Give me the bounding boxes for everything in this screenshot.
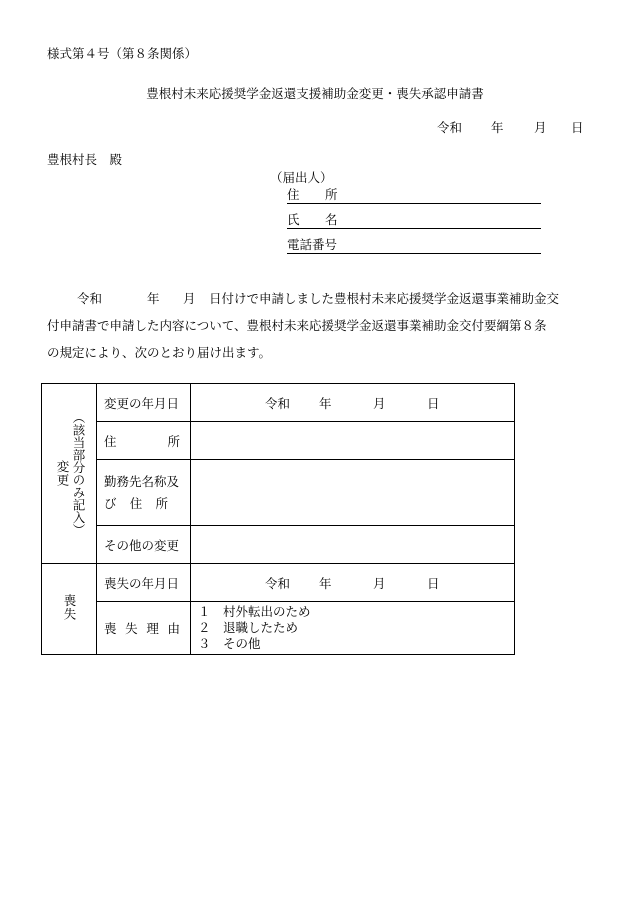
change-date-month: 月 xyxy=(373,395,386,411)
loss-date-field[interactable] xyxy=(191,564,515,602)
form-number: 様式第４号（第８条関係） xyxy=(47,46,198,61)
reporter-label: （届出人） xyxy=(270,170,333,185)
loss-reason-label-3: 理 xyxy=(146,621,159,636)
change-group-note: （該当部分のみ記入） xyxy=(71,411,86,536)
body-rest: 日付けで申請しました豊根村未来応援奨学金返還事業補助金交 xyxy=(209,291,560,306)
change-group-label: 変更 xyxy=(55,460,70,487)
change-address-label-2: 所 xyxy=(167,433,180,449)
loss-reason-label-4: 由 xyxy=(167,621,180,636)
change-date-day: 日 xyxy=(427,395,440,411)
change-address-label-1: 住 xyxy=(104,433,117,449)
date-month: 月 xyxy=(534,120,547,135)
phone-field[interactable] xyxy=(287,235,541,254)
change-date-field[interactable] xyxy=(191,384,515,422)
change-date-label: 変更の年月日 xyxy=(97,384,191,422)
loss-date-day: 日 xyxy=(427,575,440,591)
loss-reason-list xyxy=(191,602,515,655)
other-change-field[interactable] xyxy=(191,526,515,564)
name-label-2: 名 xyxy=(325,212,338,227)
date-era: 令和 xyxy=(437,120,463,135)
loss-date-month: 月 xyxy=(373,575,386,591)
change-date-year: 年 xyxy=(319,395,332,411)
address-label-1: 住 xyxy=(287,187,300,202)
workplace-label-2c: 所 xyxy=(155,495,168,511)
workplace-label-line1: 勤務先名称及 xyxy=(104,473,180,489)
change-address-field[interactable] xyxy=(191,422,515,460)
loss-date-era: 令和 xyxy=(265,575,291,591)
date-day: 日 xyxy=(571,120,584,135)
loss-group-cell xyxy=(42,564,97,655)
address-label-2: 所 xyxy=(325,187,338,202)
change-date-era: 令和 xyxy=(265,395,291,411)
form-table xyxy=(41,383,515,655)
body-year: 年 xyxy=(147,291,160,306)
reason-option-3[interactable]: ３ その他 xyxy=(198,636,261,651)
document-title: 豊根村未来応援奨学金返還支援補助金変更・喪失承認申請書 xyxy=(146,86,484,101)
loss-reason-label xyxy=(97,602,191,655)
workplace-field[interactable] xyxy=(191,460,515,526)
loss-reason-label-1: 喪 xyxy=(104,621,117,636)
change-address-label xyxy=(97,422,191,460)
date-year: 年 xyxy=(491,120,504,135)
body-line-2: 付申請書で申請した内容について、豊根村未来応援奨学金返還事業補助金交付要綱第８条 xyxy=(47,318,547,333)
loss-date-year: 年 xyxy=(319,575,332,591)
body-era: 令和 xyxy=(77,291,103,306)
workplace-label-2b: 住 xyxy=(129,495,143,511)
other-change-label: その他の変更 xyxy=(97,526,191,564)
phone-label: 電話番号 xyxy=(287,237,338,252)
body-month: 月 xyxy=(183,291,196,306)
loss-date-label: 喪失の年月日 xyxy=(97,564,191,602)
name-field[interactable] xyxy=(287,210,541,229)
workplace-label xyxy=(97,460,191,526)
body-line-3: の規定により、次のとおり届け出ます。 xyxy=(47,345,272,360)
reason-option-2[interactable]: ２ 退職したため xyxy=(198,620,299,635)
reason-option-1[interactable]: １ 村外転出のため xyxy=(198,604,311,619)
change-group-cell xyxy=(42,384,97,564)
addressee: 豊根村長 殿 xyxy=(47,152,123,167)
workplace-label-2a: び xyxy=(104,495,117,511)
address-field[interactable] xyxy=(287,185,541,204)
loss-group-label: 喪失 xyxy=(62,594,77,621)
name-label-1: 氏 xyxy=(287,212,300,227)
loss-reason-label-2: 失 xyxy=(125,621,138,636)
